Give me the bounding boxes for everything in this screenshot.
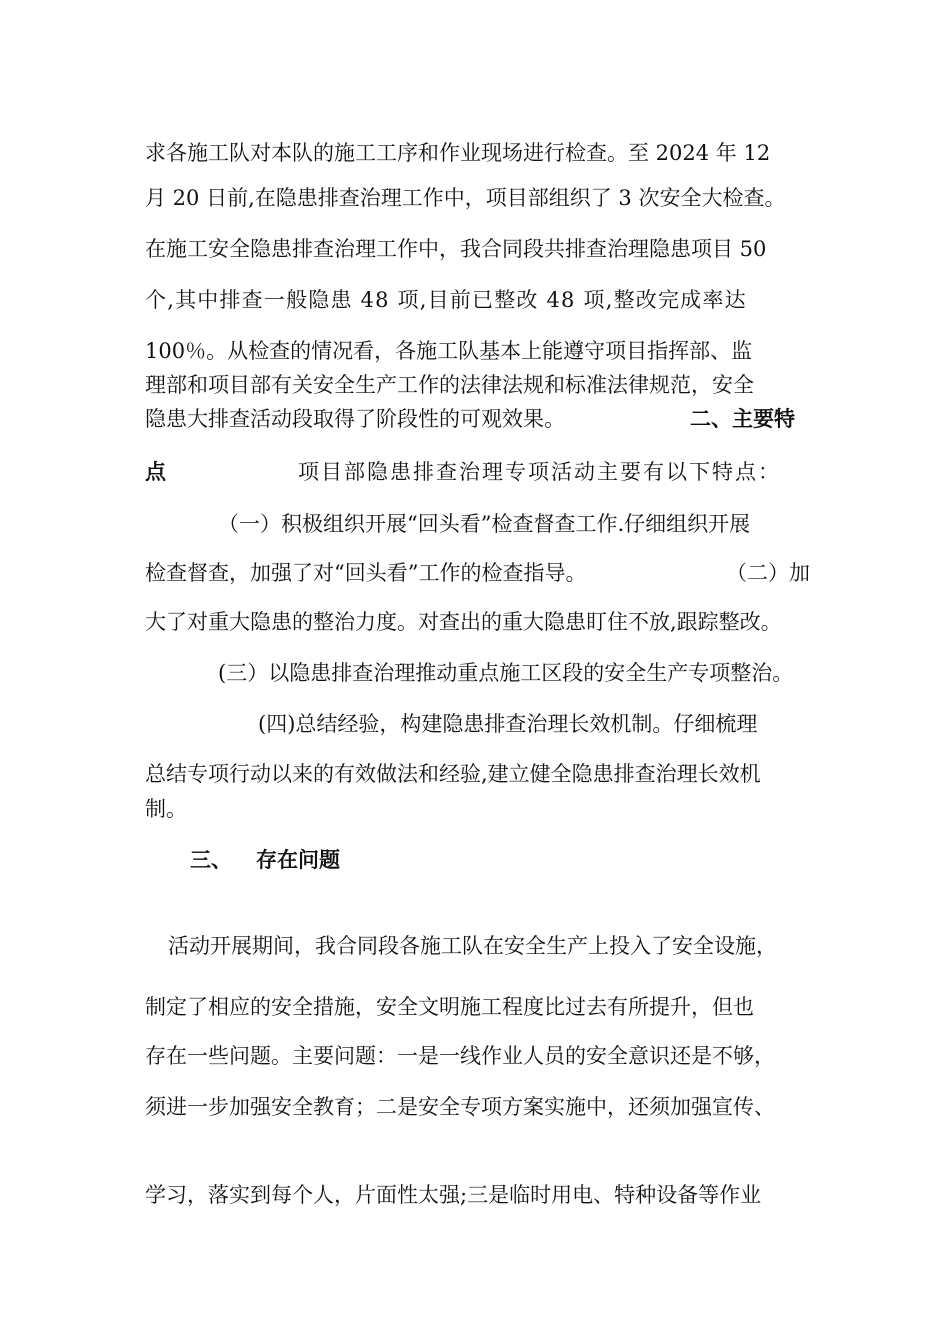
text-line: 隐患大排查活动段取得了阶段性的可观效果。 [145,407,565,431]
list-item: (三）以隐患排查治理推动重点施工区段的安全生产专项整治。 [218,661,794,685]
list-item-continued: 总结专项行动以来的有效做法和经验,建立健全隐患排查治理长效机 [145,762,761,786]
list-item-continued: 制。 [145,797,187,821]
section-heading-continued: 点 [145,460,166,484]
list-item-continued: 检查督查，加强了对“回头看”工作的检查指导。 [145,561,587,585]
text-line: 求各施工队对本队的施工工序和作业现场进行检查。至 2024 年 12 [145,141,771,165]
text-line: 个,其中排查一般隐患 48 项,目前已整改 48 项,整改完成率达 [145,288,747,312]
section-number: 三、 [190,848,232,872]
text-line: 月 20 日前,在隐患排查治理工作中，项目部组织了 3 次安全大检查。 [145,186,786,210]
paragraph-line: 学习，落实到每个人，片面性太强;三是临时用电、特种设备等作业 [145,1183,762,1207]
list-item: (四)总结经验，构建隐患排查治理长效机制。仔细梳理 [258,712,758,736]
list-item: （二）加 [726,561,810,585]
list-item: （一）积极组织开展“回头看”检查督查工作.仔细组织开展 [218,512,751,536]
text-line: 理部和项目部有关安全生产工作的法律法规和标准法律规范，安全 [145,373,754,397]
paragraph-line: 活动开展期间，我合同段各施工队在安全生产上投入了安全设施， [168,934,777,958]
paragraph-line: 存在一些问题。主要问题：一是一线作业人员的安全意识还是不够， [145,1044,775,1068]
text-line: 在施工安全隐患排查治理工作中，我合同段共排查治理隐患项目 50 [145,237,767,261]
section-intro: 项目部隐患排查治理专项活动主要有以下特点： [298,460,781,484]
paragraph-line: 须进一步加强安全教育；二是安全专项方案实施中，还须加强宣传、 [145,1095,775,1119]
section-heading: 二、主要特 [690,407,795,431]
section-title: 存在问题 [256,848,340,872]
text-line: 100％。从检查的情况看，各施工队基本上能遵守项目指挥部、监 [145,339,753,363]
list-item-continued: 大了对重大隐患的整治力度。对查出的重大隐患盯住不放,跟踪整改。 [145,610,782,634]
paragraph-line: 制定了相应的安全措施，安全文明施工程度比过去有所提升，但也 [145,995,754,1019]
